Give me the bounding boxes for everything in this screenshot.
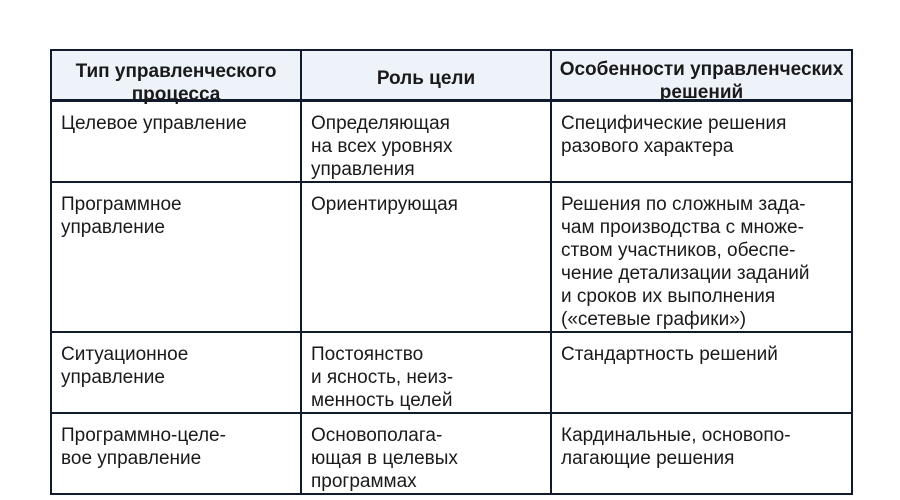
cell-text: Программное управление [61, 194, 182, 238]
management-process-table [50, 49, 853, 495]
table-row [51, 413, 852, 494]
cell-text: Постоянство и ясность, неиз- менность целей [311, 344, 454, 411]
cell-text: Ситуационное управление [61, 344, 189, 388]
table-cell [301, 413, 551, 494]
cell-text: Специфические решения разового характера [561, 113, 787, 157]
cell-text: Программно-целе- вое управление [61, 425, 226, 469]
table-cell [301, 182, 551, 332]
header-process-type [51, 50, 301, 105]
header-decision-features [551, 50, 852, 101]
table-cell [51, 332, 301, 413]
table-cell [301, 332, 551, 413]
header-decision-features-label: Особенности управленческих решений [559, 59, 844, 103]
table-cell [51, 413, 301, 494]
table-cell [551, 182, 852, 332]
header-process-type-label: Тип управленческого процесса [75, 61, 277, 105]
table-cell [51, 101, 301, 183]
table-cell [551, 101, 852, 183]
table-cell [551, 332, 852, 413]
cell-text: Кардинальные, основопо- лагающие решения [561, 425, 791, 469]
cell-text: Решения по сложным зада- чам производства с множе- ством участников, обеспе- чение детализации заданий и сроков их выполнения («сетевые графики») [561, 194, 810, 330]
header-goal-role-label: Роль цели [376, 68, 476, 89]
table-row [51, 101, 852, 183]
table-cell [301, 101, 551, 183]
cell-text: Определяющая на всех уровнях управления [311, 113, 453, 180]
cell-text: Стандартность решений [561, 344, 778, 365]
table-cell [551, 413, 852, 494]
cell-text: Ориентирующая [311, 194, 458, 215]
table-cell [51, 182, 301, 332]
table-header-row [51, 50, 852, 101]
table-row [51, 332, 852, 413]
table-row [51, 182, 852, 332]
cell-text: Основополага- ющая в целевых программах [311, 425, 458, 492]
cell-text: Целевое управление [61, 113, 247, 134]
header-goal-role [301, 50, 551, 101]
